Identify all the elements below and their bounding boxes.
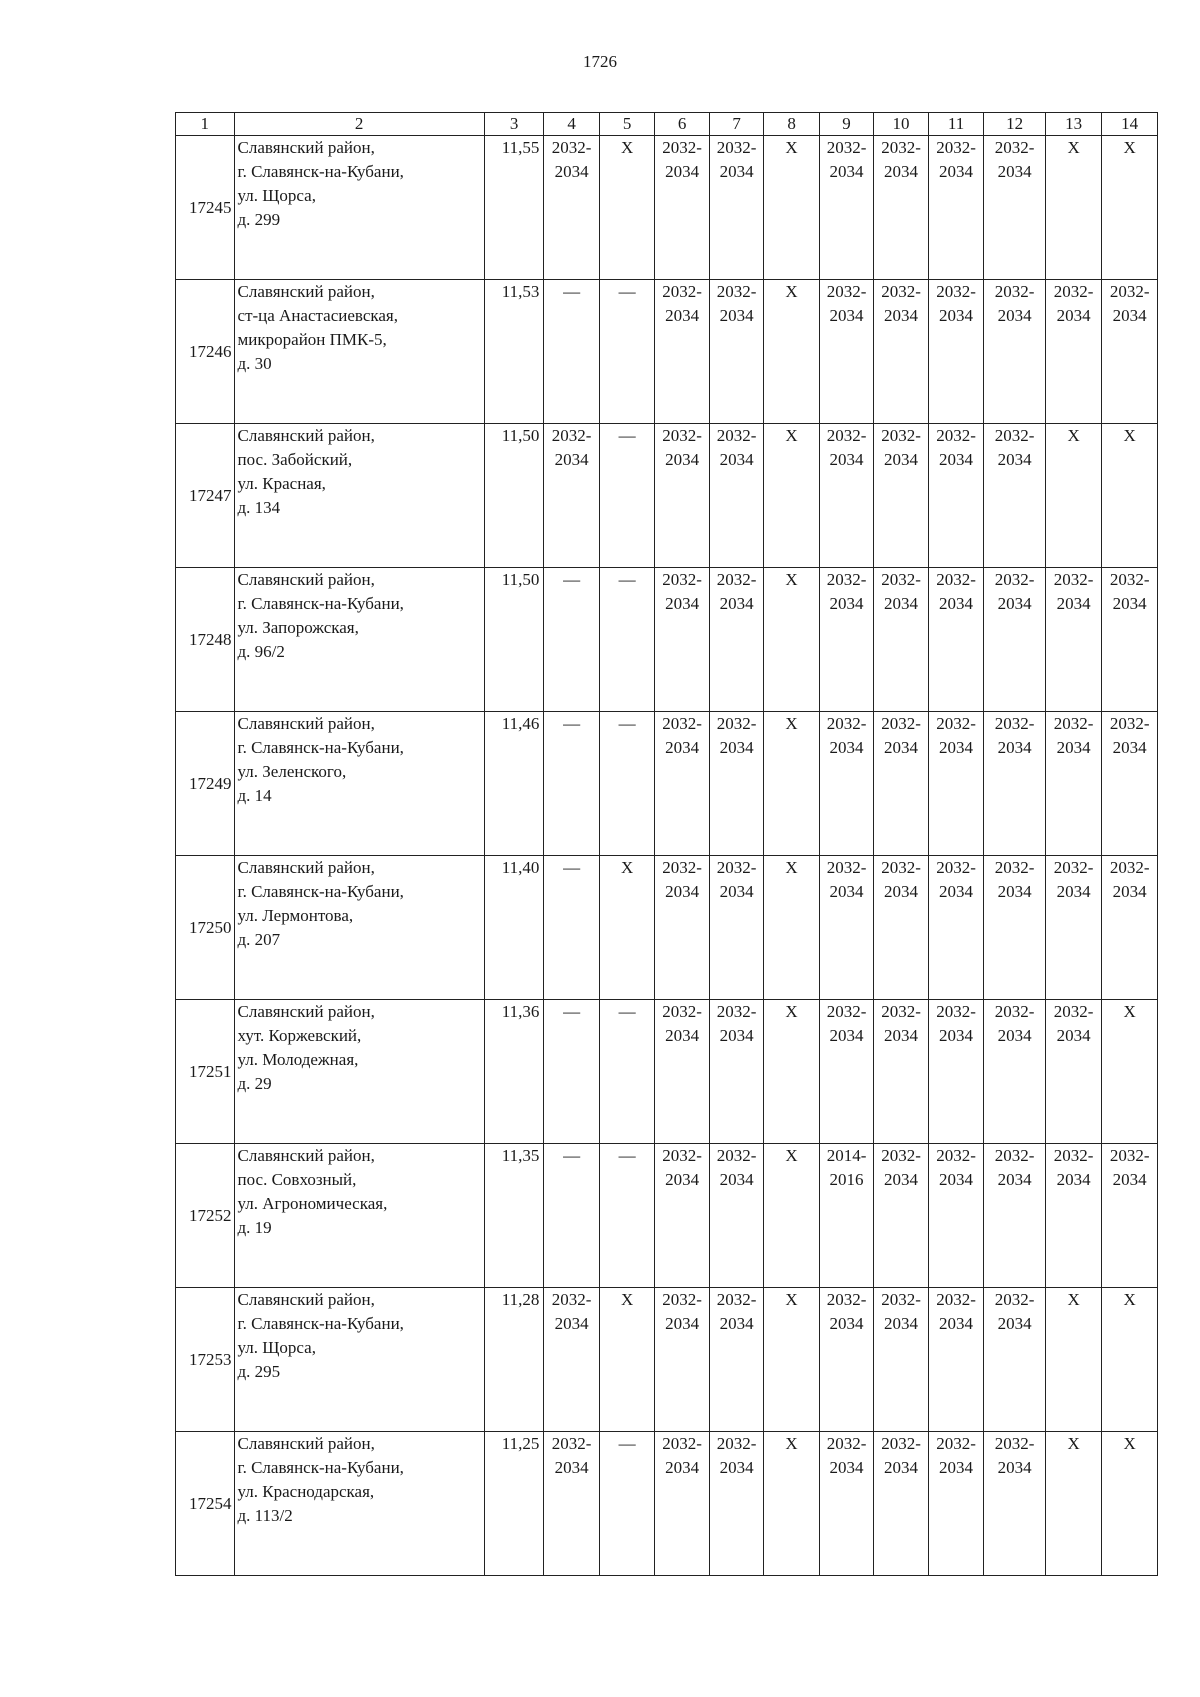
address-line: хут. Коржевский, [237, 1026, 362, 1045]
address-line: д. 113/2 [237, 1506, 293, 1525]
cell-c6: 2032-2034 [655, 424, 709, 568]
column-header: 14 [1102, 113, 1158, 136]
cell-c7: 2032-2034 [709, 1432, 763, 1576]
cell-c13: 2032-2034 [1045, 856, 1102, 1000]
cell-c10: 2032-2034 [874, 856, 928, 1000]
cell-c9: 2032-2034 [819, 1432, 873, 1576]
address-line: г. Славянск-на-Кубани, [237, 162, 404, 181]
cell-c13: X [1045, 136, 1102, 280]
cell-c12: 2032-2034 [984, 1144, 1046, 1288]
row-number: 17254 [176, 1432, 235, 1576]
cell-c12: 2032-2034 [984, 568, 1046, 712]
cell-c10: 2032-2034 [874, 1288, 928, 1432]
cell-c7: 2032-2034 [709, 568, 763, 712]
cell-c5: X [599, 856, 655, 1000]
cell-c10: 2032-2034 [874, 568, 928, 712]
cell-c3: 11,55 [484, 136, 544, 280]
schedule-table [175, 112, 1158, 1576]
cell-c10: 2032-2034 [874, 280, 928, 424]
cell-c14: 2032-2034 [1102, 1144, 1158, 1288]
address-cell [234, 1432, 484, 1576]
cell-c13: 2032-2034 [1045, 568, 1102, 712]
column-header: 4 [544, 113, 600, 136]
address-line: Славянский район, [237, 1146, 375, 1165]
cell-c8: X [764, 136, 820, 280]
cell-c6: 2032-2034 [655, 136, 709, 280]
cell-c3: 11,50 [484, 568, 544, 712]
cell-c8: X [764, 1000, 820, 1144]
cell-c11: 2032-2034 [928, 1144, 984, 1288]
address-line: пос. Совхозный, [237, 1170, 357, 1189]
address-line: ул. Агрономическая, [237, 1194, 388, 1213]
address-line: Славянский район, [237, 1290, 375, 1309]
address-line: Славянский район, [237, 1002, 375, 1021]
cell-c7: 2032-2034 [709, 712, 763, 856]
cell-c12: 2032-2034 [984, 856, 1046, 1000]
cell-c8: X [764, 1432, 820, 1576]
row-number: 17252 [176, 1144, 235, 1288]
address-line: ул. Красная, [237, 474, 326, 493]
cell-c13: 2032-2034 [1045, 712, 1102, 856]
column-header: 7 [709, 113, 763, 136]
cell-c13: X [1045, 1288, 1102, 1432]
cell-c9: 2032-2034 [819, 1288, 873, 1432]
column-header: 11 [928, 113, 984, 136]
cell-c6: 2032-2034 [655, 712, 709, 856]
address-line: г. Славянск-на-Кубани, [237, 738, 404, 757]
address-line: г. Славянск-на-Кубани, [237, 594, 404, 613]
address-line: Славянский район, [237, 858, 375, 877]
cell-c11: 2032-2034 [928, 1000, 984, 1144]
cell-c12: 2032-2034 [984, 1288, 1046, 1432]
address-line: Славянский район, [237, 1434, 375, 1453]
cell-c3: 11,28 [484, 1288, 544, 1432]
cell-c14: X [1102, 424, 1158, 568]
address-line: микрорайон ПМК-5, [237, 330, 387, 349]
cell-c11: 2032-2034 [928, 424, 984, 568]
cell-c10: 2032-2034 [874, 1000, 928, 1144]
cell-c14: X [1102, 1432, 1158, 1576]
column-header: 2 [234, 113, 484, 136]
cell-c5: X [599, 136, 655, 280]
cell-c7: 2032-2034 [709, 1288, 763, 1432]
address-line: пос. Забойский, [237, 450, 353, 469]
address-cell [234, 712, 484, 856]
table-row [176, 568, 1158, 712]
cell-c7: 2032-2034 [709, 280, 763, 424]
table-row [176, 856, 1158, 1000]
header-row [176, 113, 1158, 136]
column-header: 3 [484, 113, 544, 136]
cell-c12: 2032-2034 [984, 424, 1046, 568]
cell-c11: 2032-2034 [928, 1288, 984, 1432]
cell-c4: 2032-2034 [544, 1432, 600, 1576]
address-line: д. 96/2 [237, 642, 285, 661]
cell-c8: X [764, 424, 820, 568]
cell-c4: — [544, 1144, 600, 1288]
address-cell [234, 136, 484, 280]
cell-c6: 2032-2034 [655, 856, 709, 1000]
cell-c14: 2032-2034 [1102, 568, 1158, 712]
cell-c8: X [764, 1144, 820, 1288]
address-line: д. 29 [237, 1074, 272, 1093]
cell-c9: 2014-2016 [819, 1144, 873, 1288]
cell-c5: X [599, 1288, 655, 1432]
address-line: ул. Лермонтова, [237, 906, 354, 925]
cell-c10: 2032-2034 [874, 136, 928, 280]
cell-c14: 2032-2034 [1102, 280, 1158, 424]
cell-c8: X [764, 568, 820, 712]
table-row [176, 1000, 1158, 1144]
cell-c6: 2032-2034 [655, 1000, 709, 1144]
cell-c5: — [599, 1000, 655, 1144]
cell-c3: 11,53 [484, 280, 544, 424]
address-cell [234, 424, 484, 568]
row-number: 17253 [176, 1288, 235, 1432]
cell-c6: 2032-2034 [655, 568, 709, 712]
cell-c7: 2032-2034 [709, 856, 763, 1000]
cell-c12: 2032-2034 [984, 712, 1046, 856]
cell-c7: 2032-2034 [709, 136, 763, 280]
column-header: 10 [874, 113, 928, 136]
cell-c8: X [764, 280, 820, 424]
cell-c11: 2032-2034 [928, 1432, 984, 1576]
address-cell [234, 856, 484, 1000]
cell-c6: 2032-2034 [655, 280, 709, 424]
address-cell [234, 1288, 484, 1432]
column-header: 5 [599, 113, 655, 136]
page-number: 1726 [583, 52, 617, 71]
address-cell [234, 568, 484, 712]
table-row [176, 1432, 1158, 1576]
column-header: 13 [1045, 113, 1102, 136]
address-cell [234, 280, 484, 424]
table-row [176, 136, 1158, 280]
cell-c5: — [599, 280, 655, 424]
address-cell [234, 1000, 484, 1144]
address-line: Славянский район, [237, 570, 375, 589]
address-line: Славянский район, [237, 282, 375, 301]
address-line: Славянский район, [237, 138, 375, 157]
cell-c6: 2032-2034 [655, 1144, 709, 1288]
cell-c14: X [1102, 1288, 1158, 1432]
table-row [176, 1144, 1158, 1288]
cell-c7: 2032-2034 [709, 1144, 763, 1288]
cell-c9: 2032-2034 [819, 280, 873, 424]
cell-c4: 2032-2034 [544, 424, 600, 568]
cell-c7: 2032-2034 [709, 424, 763, 568]
cell-c11: 2032-2034 [928, 856, 984, 1000]
column-header: 1 [176, 113, 235, 136]
cell-c7: 2032-2034 [709, 1000, 763, 1144]
cell-c5: — [599, 1144, 655, 1288]
cell-c3: 11,35 [484, 1144, 544, 1288]
address-line: ул. Молодежная, [237, 1050, 359, 1069]
cell-c4: — [544, 568, 600, 712]
address-line: д. 19 [237, 1218, 272, 1237]
cell-c4: 2032-2034 [544, 136, 600, 280]
cell-c6: 2032-2034 [655, 1288, 709, 1432]
cell-c10: 2032-2034 [874, 424, 928, 568]
cell-c3: 11,50 [484, 424, 544, 568]
row-number: 17248 [176, 568, 235, 712]
cell-c3: 11,36 [484, 1000, 544, 1144]
address-cell [234, 1144, 484, 1288]
address-line: ул. Зеленского, [237, 762, 347, 781]
address-line: ул. Запорожская, [237, 618, 359, 637]
cell-c4: — [544, 712, 600, 856]
cell-c12: 2032-2034 [984, 136, 1046, 280]
cell-c5: — [599, 424, 655, 568]
cell-c4: — [544, 1000, 600, 1144]
cell-c14: 2032-2034 [1102, 856, 1158, 1000]
cell-c8: X [764, 1288, 820, 1432]
address-line: г. Славянск-на-Кубани, [237, 1458, 404, 1477]
cell-c5: — [599, 1432, 655, 1576]
cell-c9: 2032-2034 [819, 856, 873, 1000]
cell-c11: 2032-2034 [928, 280, 984, 424]
address-line: ст-ца Анастасиевская, [237, 306, 398, 325]
table-row [176, 424, 1158, 568]
row-number: 17251 [176, 1000, 235, 1144]
cell-c4: 2032-2034 [544, 1288, 600, 1432]
address-line: ул. Краснодарская, [237, 1482, 375, 1501]
row-number: 17247 [176, 424, 235, 568]
cell-c13: X [1045, 1432, 1102, 1576]
address-line: Славянский район, [237, 714, 375, 733]
address-line: д. 207 [237, 930, 281, 949]
column-header: 8 [764, 113, 820, 136]
cell-c8: X [764, 856, 820, 1000]
cell-c4: — [544, 856, 600, 1000]
cell-c9: 2032-2034 [819, 712, 873, 856]
cell-c10: 2032-2034 [874, 1144, 928, 1288]
cell-c3: 11,40 [484, 856, 544, 1000]
row-number: 17250 [176, 856, 235, 1000]
cell-c9: 2032-2034 [819, 1000, 873, 1144]
cell-c10: 2032-2034 [874, 712, 928, 856]
table-row [176, 712, 1158, 856]
address-line: д. 14 [237, 786, 272, 805]
address-line: д. 30 [237, 354, 272, 373]
cell-c14: X [1102, 1000, 1158, 1144]
cell-c9: 2032-2034 [819, 424, 873, 568]
row-number: 17249 [176, 712, 235, 856]
cell-c13: 2032-2034 [1045, 1000, 1102, 1144]
cell-c11: 2032-2034 [928, 712, 984, 856]
cell-c11: 2032-2034 [928, 136, 984, 280]
cell-c5: — [599, 712, 655, 856]
cell-c13: 2032-2034 [1045, 1144, 1102, 1288]
address-line: г. Славянск-на-Кубани, [237, 882, 404, 901]
address-line: д. 299 [237, 210, 281, 229]
column-header: 12 [984, 113, 1046, 136]
address-line: д. 295 [237, 1362, 281, 1381]
cell-c9: 2032-2034 [819, 568, 873, 712]
cell-c9: 2032-2034 [819, 136, 873, 280]
cell-c5: — [599, 568, 655, 712]
table-row [176, 1288, 1158, 1432]
row-number: 17246 [176, 280, 235, 424]
cell-c8: X [764, 712, 820, 856]
cell-c3: 11,46 [484, 712, 544, 856]
cell-c10: 2032-2034 [874, 1432, 928, 1576]
address-line: ул. Щорса, [237, 1338, 316, 1357]
cell-c14: X [1102, 136, 1158, 280]
cell-c12: 2032-2034 [984, 1432, 1046, 1576]
cell-c13: X [1045, 424, 1102, 568]
address-line: д. 134 [237, 498, 281, 517]
cell-c11: 2032-2034 [928, 568, 984, 712]
cell-c13: 2032-2034 [1045, 280, 1102, 424]
table-row [176, 280, 1158, 424]
cell-c4: — [544, 280, 600, 424]
row-number: 17245 [176, 136, 235, 280]
cell-c6: 2032-2034 [655, 1432, 709, 1576]
address-line: г. Славянск-на-Кубани, [237, 1314, 404, 1333]
column-header: 9 [819, 113, 873, 136]
address-line: ул. Щорса, [237, 186, 316, 205]
cell-c12: 2032-2034 [984, 1000, 1046, 1144]
address-line: Славянский район, [237, 426, 375, 445]
column-header: 6 [655, 113, 709, 136]
cell-c3: 11,25 [484, 1432, 544, 1576]
cell-c14: 2032-2034 [1102, 712, 1158, 856]
cell-c12: 2032-2034 [984, 280, 1046, 424]
